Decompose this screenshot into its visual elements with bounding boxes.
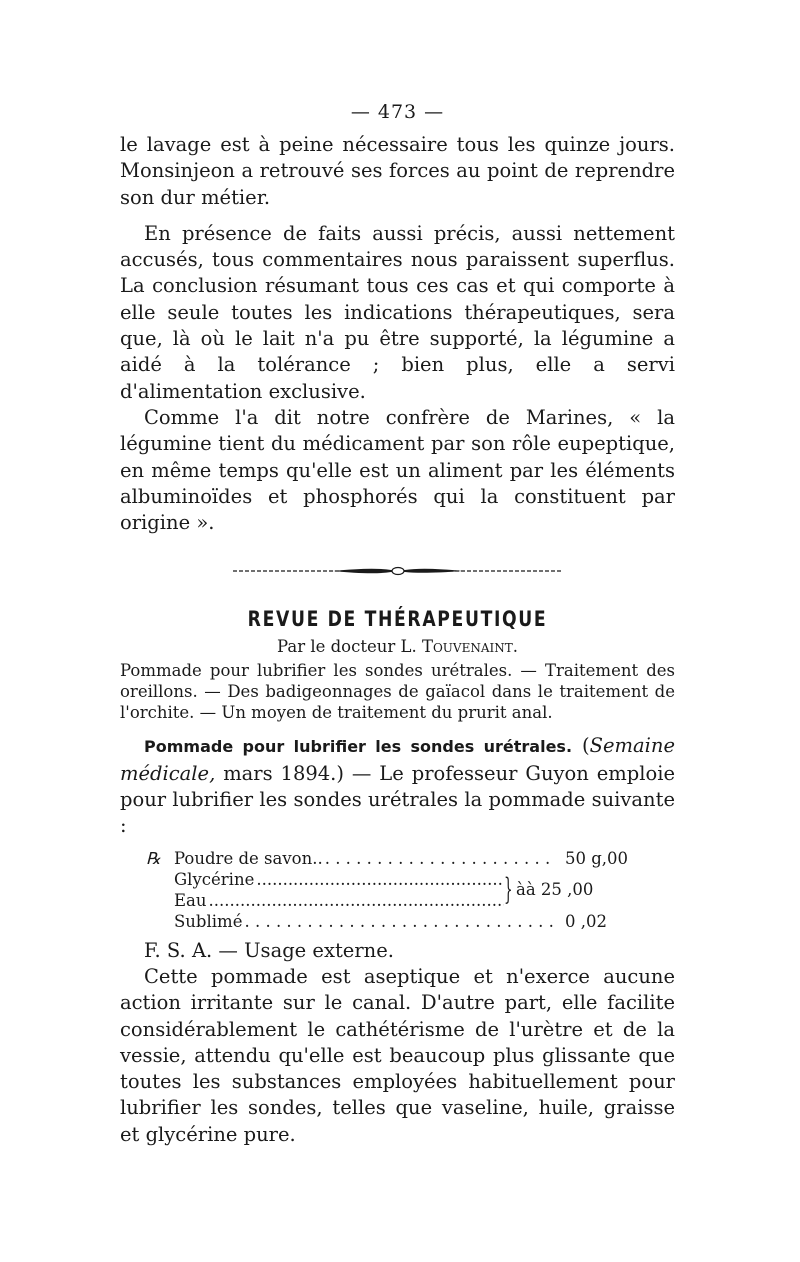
dot-leader	[209, 890, 504, 911]
dot-leader	[256, 869, 504, 890]
brace-icon: }	[504, 871, 513, 907]
recipe-ingredient	[174, 911, 553, 932]
entry-body: — Le professeur Guyon emploie pour lubrifier les sondes urétrales la pommade suivante :	[120, 761, 675, 838]
recipe-ingredient	[174, 869, 504, 890]
section-title: REVUE DE THÉRAPEUTIQUE	[247, 607, 548, 632]
byline-author: L. Touvenaint.	[400, 637, 518, 657]
entry-source-open: (	[582, 734, 590, 758]
page-number: — 473 —	[350, 101, 445, 123]
recipe-ingredient	[174, 848, 553, 869]
ingredient-quantity: 0 ,02	[565, 911, 607, 931]
entry-paragraph	[120, 733, 675, 839]
dot-leader	[244, 911, 553, 932]
recipe-brace-group	[120, 869, 675, 911]
ornamental-divider	[233, 564, 563, 578]
section-summary: Pommade pour lubrifier les sondes urétrales. — Traitement des oreillons. — Des badigeonnages de gaïacol dans le traitement de l'orchite. — Un moyen de traitement du prurit anal.	[120, 661, 675, 723]
intro-paragraph-3: Comme l'a dit notre confrère de Marines, « la légumine tient du médicament par son rôle eupeptique, en même temps qu'elle est un aliment par les éléments albuminoïdes et phosphorés qui la constituent par origine ».	[120, 405, 675, 535]
ingredient-name: Eau	[174, 890, 207, 910]
recipe-row	[120, 911, 675, 932]
grouped-quantity: àà 25 ,00	[516, 879, 594, 899]
entry-source: Semaine médicale,	[120, 734, 675, 785]
recipe	[120, 848, 675, 932]
book-page	[120, 100, 675, 1148]
byline-prefix: Par le docteur	[277, 637, 396, 657]
intro-paragraph-1: le lavage est à peine nécessaire tous les quinze jours. Monsinjeon a retrouvé ses forces au point de reprendre son dur métier.	[120, 133, 675, 209]
ingredient-quantity: 50 g,00	[565, 848, 629, 868]
ingredient-name: Sublimé	[174, 911, 243, 931]
recipe-symbol: ℞	[146, 848, 161, 868]
dot-leader	[325, 848, 553, 869]
byline	[120, 636, 675, 658]
closing-paragraph: Cette pommade est aseptique et n'exerce aucune action irritante sur le canal. D'autre part, elle facilite considérablement le cathétérisme de l'urètre et de la vessie, attendu qu'elle est beaucoup plus glissante que toutes les substances employées habituellement pour lubrifier les sondes, telles que vaseline, huile, graisse et glycérine pure.	[120, 964, 675, 1146]
entry-title: Pommade pour lubrifier les sondes urétrales.	[144, 737, 573, 757]
fsa-line: F. S. A. — Usage externe.	[144, 938, 394, 962]
recipe-row	[120, 848, 675, 869]
recipe-ingredient	[174, 890, 504, 911]
ingredient-name: Poudre de savon..	[174, 848, 323, 868]
intro-paragraph-2: En présence de faits aussi précis, aussi nettement accusés, tous commentaires nous paraissent superflus. La conclusion résumant tous ces cas et qui comporte à elle seule toutes les indications thérapeutiques, sera que, là où le lait n'a pu être supporté, la légumine a aidé à la tolérance ; bien plus, elle a servi d'alimentation exclusive.	[120, 221, 675, 403]
ingredient-name: Glycérine	[174, 869, 255, 889]
divider-ornament-icon	[233, 564, 563, 578]
entry-source-date: mars 1894.)	[215, 761, 344, 785]
